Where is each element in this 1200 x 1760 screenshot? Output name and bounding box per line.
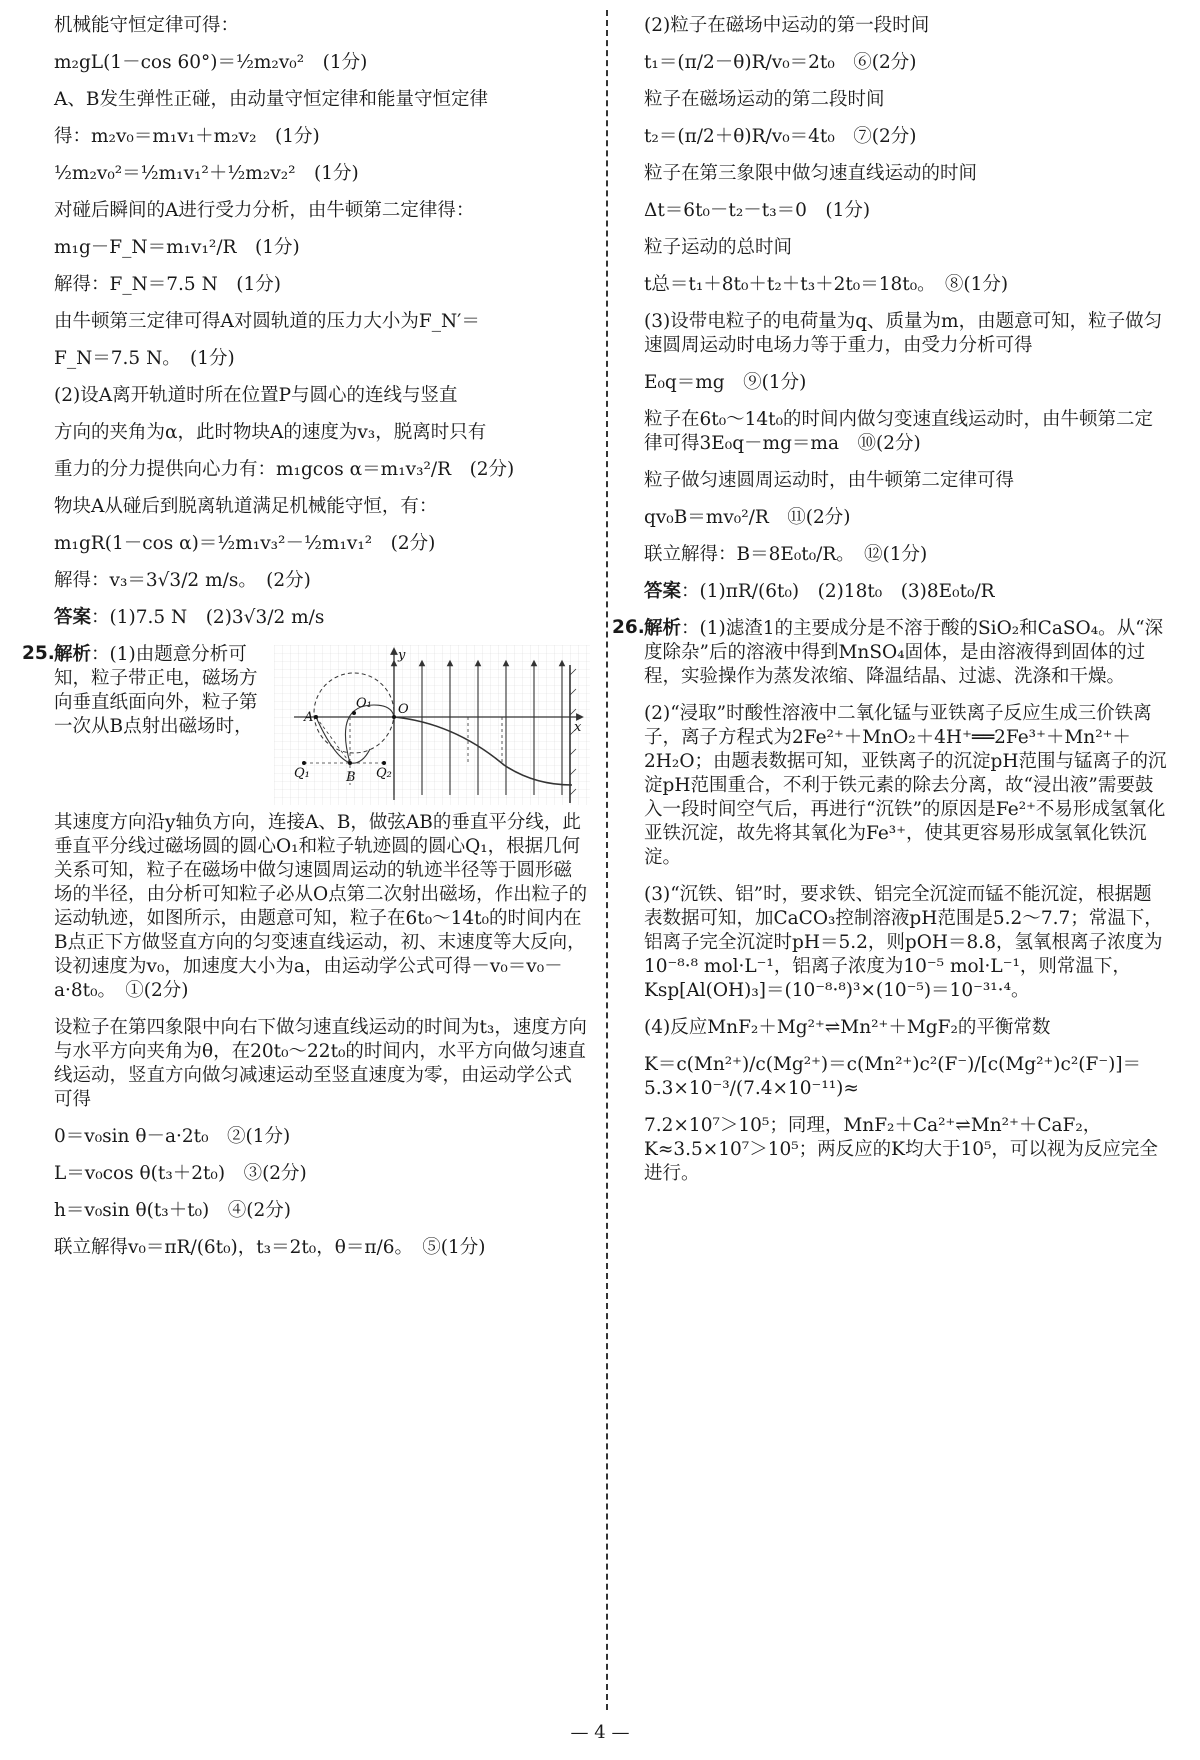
right-column [612, 14, 1170, 1199]
label-o: O [398, 702, 409, 717]
solution-line: 得：m₂v₀＝m₁v₁＋m₂v₂ (1分) [54, 126, 320, 147]
trajectory-diagram [274, 645, 590, 805]
q25-paragraph: 其速度方向沿y轴负方向，连接A、B，做弦AB的垂直平分线，此垂直平分线过磁场圆的圆心O₁和粒子轨迹圆的圆心Q₁，根据几何关系可知，粒子在磁场中做匀速圆周运动的轨迹半径等于圆形磁场的半径，由分析可知粒子必从O点第二次射出磁场，作出粒子的运动轨迹，如图所示，由题意可知，粒子在6t₀～14t₀的时间内在B点正下方做竖直方向的匀变速直线运动，初、末速度等大反向，设初速度为v₀，加速度大小为a，由运动学公式可得－v₀＝v₀－a·8t₀。 ①(2分) [54, 812, 588, 1001]
solution-line: (2)设A离开轨道时所在位置P与圆心的连线与竖直 [54, 385, 458, 406]
answer-text: ：(1)πR/(6t₀) (2)18t₀ (3)8E₀t₀/R [681, 581, 995, 602]
solution-line: Δt＝6t₀－t₂－t₃＝0 (1分) [644, 200, 871, 221]
q25-figure [274, 645, 590, 805]
q26-paragraph: (2)“浸取”时酸性溶液中二氧化锰与亚铁离子反应生成三价铁离子，离子方程式为2Fe²⁺＋MnO₂＋4H⁺══2Fe³⁺＋Mn²⁺＋2H₂O；由题表数据可知，亚铁离子的沉淀pH范围与锰离子的沉淀pH范围重合，不利于铁元素的除去分离，故“浸出液”需要鼓入一段时间空气后，再进行“沉铁”的原因是Fe²⁺不易形成氢氧化亚铁沉淀，故先将其氧化为Fe³⁺，使其更容易形成氢氧化铁沉淀。 [644, 703, 1167, 868]
label-q1: Q₁ [294, 766, 310, 781]
label-y: y [398, 648, 406, 663]
solution-line: E₀q＝mg ⑨(1分) [644, 372, 807, 393]
label-x: x [574, 720, 582, 735]
q26-paragraph: 7.2×10⁷＞10⁵；同理，MnF₂＋Ca²⁺⇌Mn²⁺＋CaF₂，K≈3.5×10⁷＞10⁵；两反应的K均大于10⁵，可以视为反应完全进行。 [644, 1115, 1158, 1184]
question-number: 25. [22, 643, 55, 664]
left-column [22, 14, 590, 1273]
answer-label: 答案 [54, 607, 92, 628]
q26-block [612, 617, 1170, 1186]
q25-equation: L＝v₀cos θ(t₃＋2t₀) ③(2分) [54, 1163, 307, 1184]
answer-text: ：(1)7.5 N (2)3√3/2 m/s [91, 607, 325, 628]
q25-intro: 解析：(1)由题意分析可知，粒子带正电，磁场方向垂直纸面向外，粒子第一次从B点射出磁场时， [54, 644, 258, 737]
answer-label: 答案 [644, 581, 682, 602]
q26-paragraph: (4)反应MnF₂＋Mg²⁺⇌Mn²⁺＋MgF₂的平衡常数 [644, 1017, 1051, 1038]
q26-paragraph: 解析：(1)滤渣1的主要成分是不溶于酸的SiO₂和CaSO₄。从“深度除杂”后的溶液中得到MnSO₄固体，是由溶液得到固体的过程，实验操作为蒸发浓缩、降温结晶、过滤、洗涤和干燥。 [644, 618, 1164, 687]
label-q2: Q₂ [376, 766, 392, 781]
analysis-label: 解析 [54, 644, 92, 665]
q25-equation: h＝v₀sin θ(t₃＋t₀) ④(2分) [54, 1200, 291, 1221]
question-number: 26. [612, 617, 645, 638]
solution-line: 粒子在6t₀～14t₀的时间内做匀变速直线运动时，由牛顿第二定律可得3E₀q－mg＝ma ⑩(2分) [644, 409, 1154, 454]
page-number: — 4 — [570, 1722, 630, 1743]
solution-line: t₁＝(π/2－θ)R/v₀＝2t₀ ⑥(2分) [644, 52, 917, 73]
solution-line: m₁g－F_N＝m₁v₁²/R (1分) [54, 237, 300, 258]
solution-line: 物块A从碰后到脱离轨道满足机械能守恒，有： [54, 496, 438, 517]
solution-line: F_N＝7.5 N。 (1分) [54, 348, 235, 369]
q24-answer [54, 606, 590, 630]
label-b: B [346, 770, 356, 785]
solution-line: m₁gR(1－cos α)＝½m₁v₃²－½m₁v₁² (2分) [54, 533, 436, 554]
solution-line: 粒子做匀速圆周运动时，由牛顿第二定律可得 [644, 470, 1015, 491]
solution-line: 粒子运动的总时间 [644, 237, 793, 258]
q24-solution-continued [54, 14, 590, 593]
solution-line: 解得：v₃＝3√3/2 m/s。 (2分) [54, 570, 311, 591]
solution-line: qv₀B＝mv₀²/R ⑪(2分) [644, 507, 851, 528]
q25-block [22, 643, 590, 1260]
solution-line: 粒子在第三象限中做匀速直线运动的时间 [644, 163, 978, 184]
solution-line: 机械能守恒定律可得： [54, 15, 240, 36]
solution-line: (2)粒子在磁场中运动的第一段时间 [644, 15, 930, 36]
q25-equation: 联立解得v₀＝πR/(6t₀)，t₃＝2t₀，θ＝π/6。 ⑤(1分) [54, 1237, 486, 1258]
q25-paragraph: 设粒子在第四象限中向右下做匀速直线运动的时间为t₃，速度方向与水平方向夹角为θ，在20t₀～22t₀的时间内，水平方向做匀速直线运动，竖直方向做匀减速运动至竖直速度为零，由运动学公式可得 [54, 1017, 587, 1110]
q26-equation: K＝c(Mn²⁺)/c(Mg²⁺)＝c(Mn²⁺)c²(F⁻)/[c(Mg²⁺)c²(F⁻)]＝5.3×10⁻³/(7.4×10⁻¹¹)≈ [644, 1054, 1142, 1099]
q25-equation: 0＝v₀sin θ－a·2t₀ ②(1分) [54, 1126, 291, 1147]
solution-line: t总＝t₁＋8t₀＋t₂＋t₃＋2t₀＝18t₀。 ⑧(1分) [644, 274, 1009, 295]
solution-line: ½m₂v₀²＝½m₁v₁²＋½m₂v₂² (1分) [54, 163, 359, 184]
solution-line: 方向的夹角为α，此时物块A的速度为v₃，脱离时只有 [54, 422, 487, 443]
solution-line: 重力的分力提供向心力有：m₁gcos α＝m₁v₃²/R (2分) [54, 459, 515, 480]
q25-solution-continued [644, 14, 1170, 567]
solution-line: 对碰后瞬间的A进行受力分析，由牛顿第二定律得： [54, 200, 475, 221]
solution-line: (3)设带电粒子的电荷量为q、质量为m，由题意可知，粒子做匀速圆周运动时电场力等于重力，由受力分析可得 [644, 311, 1163, 356]
solution-line: 联立解得：B＝8E₀t₀/R。 ⑫(1分) [644, 544, 928, 565]
solution-line: A、B发生弹性正碰，由动量守恒定律和能量守恒定律 [54, 89, 488, 110]
solution-line: 解得：F_N＝7.5 N (1分) [54, 274, 281, 295]
q25-answer [644, 580, 1170, 604]
solution-line: 由牛顿第三定律可得A对圆轨道的压力大小为F_N′＝ [54, 311, 480, 332]
label-a: A [304, 710, 314, 725]
solution-line: t₂＝(π/2＋θ)R/v₀＝4t₀ ⑦(2分) [644, 126, 917, 147]
analysis-label: 解析 [644, 618, 682, 639]
solution-line: 粒子在磁场运动的第二段时间 [644, 89, 885, 110]
column-divider [606, 10, 608, 1710]
label-o1: O₁ [356, 696, 372, 711]
q26-paragraph: (3)“沉铁、铝”时，要求铁、铝完全沉淀而锰不能沉淀，根据题表数据可知，加CaCO₃控制溶液pH范围是5.2～7.7；常温下，铝离子完全沉淀时pH＝5.2，则pOH＝8.8，氢氧根离子浓度为10⁻⁸·⁸ mol·L⁻¹，铝离子浓度为10⁻⁵ mol·L⁻¹，则常温下，Ksp[Al(OH)₃]＝(10⁻⁸·⁸)³×(10⁻⁵)＝10⁻³¹·⁴。 [644, 884, 1163, 1001]
solution-line: m₂gL(1－cos 60°)＝½m₂v₀² (1分) [54, 52, 368, 73]
